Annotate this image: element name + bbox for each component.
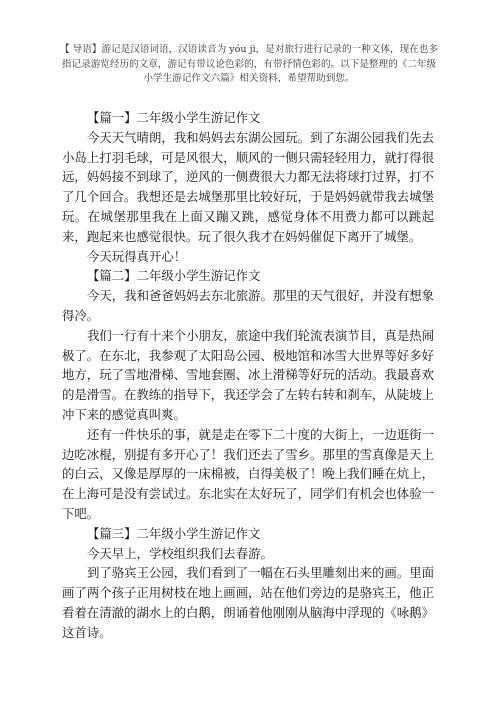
section-title: 【篇三】二年级小学生游记作文	[87, 525, 261, 541]
paragraph: 今天玩得真开心！	[87, 248, 187, 264]
intro-note: 【 导语】游记是汉语词语，汉语读音为 yóu jì，是对旅行进行记录的一种文体，现在也多指记录游览经历的文章，游记有带议论色彩的，有带抒情色彩的。以下是整理的《二年级小学生游记作文六篇》相关资料，希望帮助到您。	[60, 44, 438, 84]
paragraph: 今天早上，学校组织我们去春游。	[87, 545, 273, 561]
section-title: 【篇二】二年级小学生游记作文	[87, 268, 261, 284]
paragraph: 到了骆宾王公园，我们看到了一幅在石头里雕刻出来的画。里面画了两个孩子正用树枝在地上画画，站在他们旁边的是骆宾王，他正看着在清澈的湖水上的白鹅，朗诵着他刚刚从脑海中浮现的《咏鹅》这首诗。	[62, 565, 434, 640]
paragraph: 今天天气晴朗，我和妈妈去东湖公园玩。到了东湖公园我们先去小岛上打羽毛球，可是风很大，顺风的一侧只需轻轻用力，就打得很远，妈妈接不到球了，逆风的一侧费很大力都无法将球打过界，打不了几个回合。我想还是去城堡那里比较好玩，于是妈妈就带我去城堡玩。在城堡那里我在上面又蹦又跳，感觉身体不用费力都可以跳起来，跑起来也感觉很快。玩了很久我才在妈妈催促下离开了城堡。	[62, 129, 434, 244]
section-title: 【篇一】二年级小学生游记作文	[87, 110, 261, 125]
paragraph: 还有一件快乐的事，就是走在零下二十度的大街上，一边逛街一边吃冰棍，别提有多开心了！我们还去了雪乡。那里的雪真像是天上的白云，又像是厚厚的一床棉被，白得美极了！晚上我们睡在炕上，在上海可是没有尝试过。东北实在太好玩了，同学们有机会也体验一下吧。	[62, 426, 434, 521]
paragraph: 我们一行有十来个小朋友，旅途中我们轮流表演节目，真是热闹极了。在东北，我参观了太阳岛公园、极地馆和冰雪大世界等好多好地方，玩了雪地滑梯、雪地套圈、冰上滑梯等好玩的活动。我最喜欢的是滑雪。在教练的指导下，我还学会了左转右转和刹车，从陡坡上冲下来的感觉真叫爽。	[62, 327, 434, 422]
article-body	[62, 108, 434, 643]
paragraph: 今天，我和爸爸妈妈去东北旅游。那里的天气很好，并没有想象得冷。	[62, 288, 434, 323]
